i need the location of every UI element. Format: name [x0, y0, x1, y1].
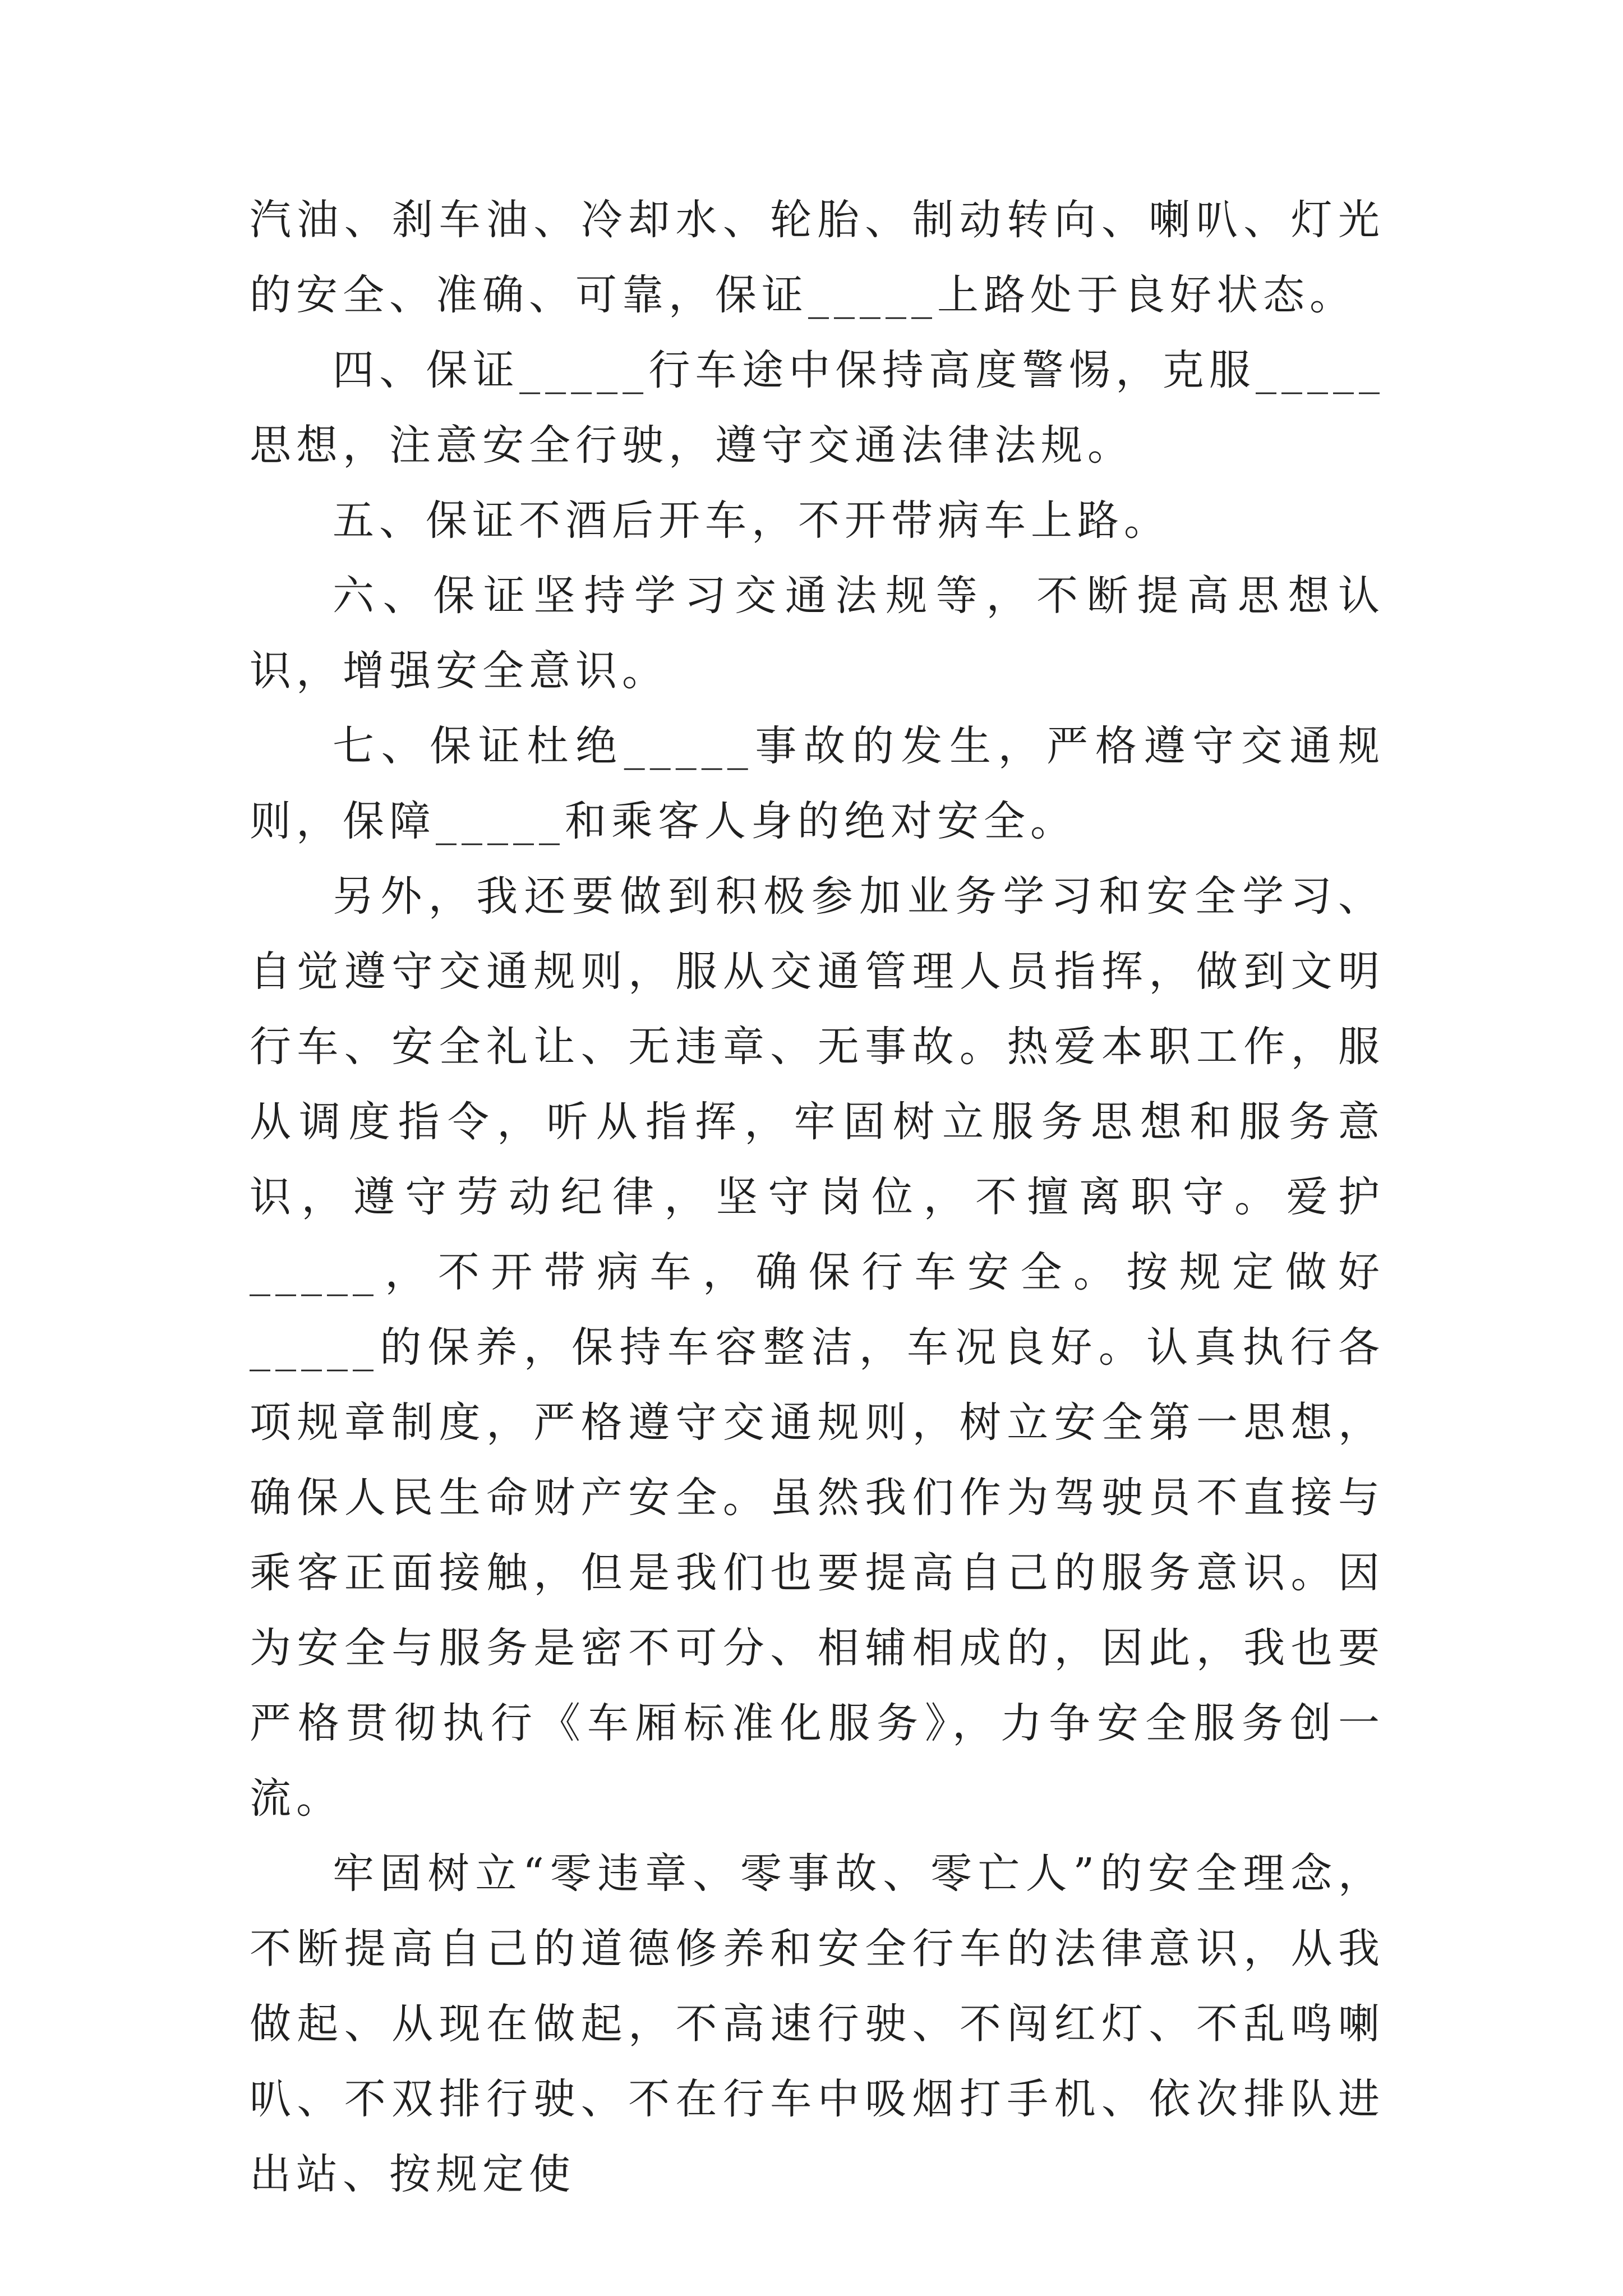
paragraph-continuation: 汽油、刹车油、冷却水、轮胎、制动转向、喇叭、灯光的安全、准确、可靠，保证_____上路处于良好状态。: [250, 196, 1385, 319]
paragraph-item-5: 五、保证不酒后开车，不开带病车上路。: [333, 496, 1170, 545]
document-body: [250, 182, 1385, 2212]
paragraph-safety-philosophy: 牢固树立“零违章、零事故、零亡人”的安全理念，不断提高自己的道德修养和安全行车的法律意识，从我做起、从现在做起，不高速行驶、不闯红灯、不乱鸣喇叭、不双排行驶、不在行车中吸烟打手机、依次排队进出站、按规定使: [250, 1849, 1385, 2198]
paragraph-item-7: 七、保证杜绝_____事故的发生，严格遵守交通规则，保障_____和乘客人身的绝对安全。: [250, 722, 1385, 845]
paragraph-item-6: 六、保证坚持学习交通法规等，不断提高思想认识，增强安全意识。: [250, 572, 1385, 695]
paragraph-item-4: 四、保证_____行车途中保持高度警惕，克服_____思想，注意安全行驶，遵守交通法律法规。: [250, 346, 1385, 470]
paragraph-additional-commitments: 另外，我还要做到积极参加业务学习和安全学习、自觉遵守交通规则，服从交通管理人员指挥，做到文明行车、安全礼让、无违章、无事故。热爱本职工作，服从调度指令，听从指挥，牢固树立服务思想和服务意识，遵守劳动纪律，坚守岗位，不擅离职守。爱护_____，不开带病车，确保行车安全。按规定做好_____的保养，保持车容整洁，车况良好。认真执行各项规章制度，严格遵守交通规则，树立安全第一思想，确保人民生命财产安全。虽然我们作为驾驶员不直接与乘客正面接触，但是我们也要提高自己的服务意识。因为安全与服务是密不可分、相辅相成的，因此，我也要严格贯彻执行《车厢标准化服务》，力争安全服务创一流。: [250, 872, 1385, 1823]
